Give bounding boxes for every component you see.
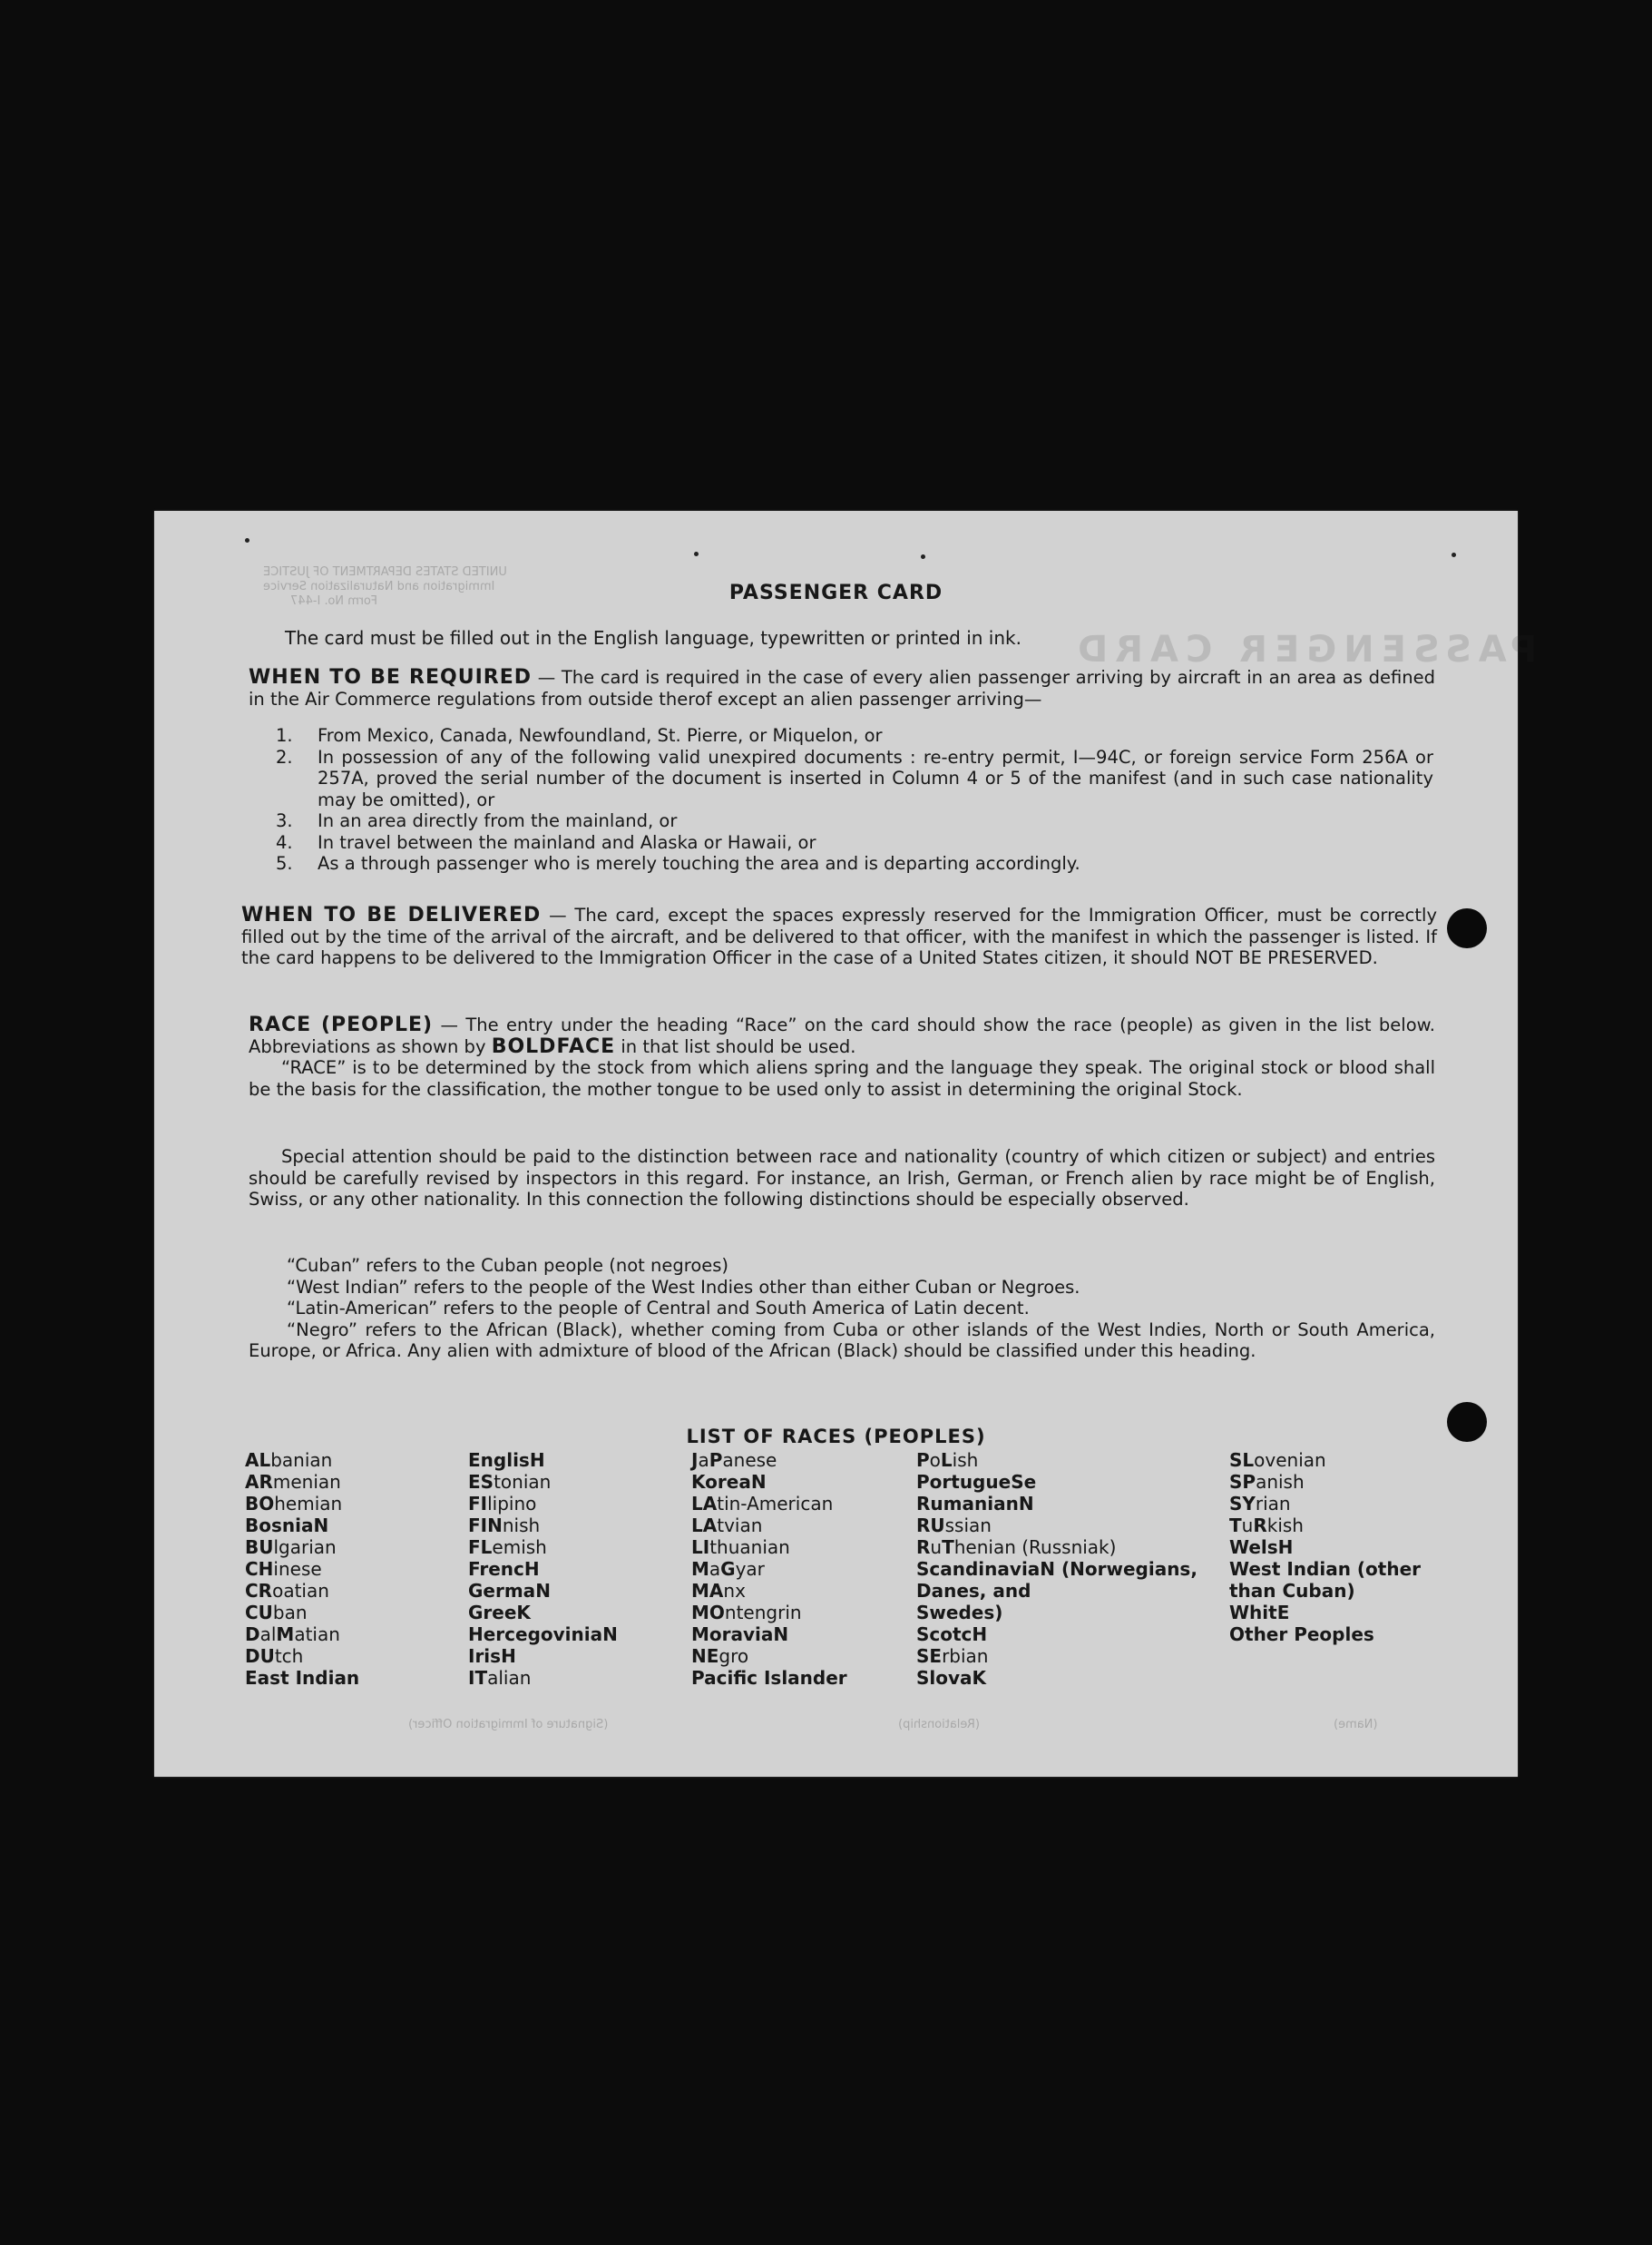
race-entry: PortugueSe <box>916 1471 1037 1493</box>
speck <box>245 538 249 543</box>
section-special-attention: Special attention should be paid to the distinction between race and nationality (country of which citizen or subject) and entries should be carefully revised by inspectors in this regard. For instance, an Irish, German, or French alien by race might be of English, Swiss, or any other nationality. In this connection the following distinctions should be especially observed. <box>249 1146 1435 1210</box>
race-entry: IrisH <box>468 1645 516 1667</box>
race-entry: JaPanese <box>691 1449 777 1471</box>
bleed-through-relationship: (Relationship) <box>898 1718 980 1731</box>
race-entry: BosniaN <box>245 1515 329 1536</box>
race-entry: MaGyar <box>691 1558 765 1580</box>
boldface-word: BOLDFACE <box>491 1034 616 1058</box>
races-column-1 <box>245 1449 359 1689</box>
race-entry: GreeK <box>468 1602 531 1623</box>
race-entry: East Indian <box>245 1667 360 1689</box>
passenger-card <box>154 511 1538 1777</box>
race-entry: MOntengrin <box>691 1602 802 1623</box>
race-entry: HercegoviniaN <box>468 1623 618 1645</box>
section-race: RACE (PEOPLE) — The entry under the heading “Race” on the card should show the race (people) as given in the list below. Abbreviations as shown by BOLDFACE in that list should be used. “RACE” is to be determined by the stock from which aliens spring and the language they speak. The original stock or blood shall be the basis for the classification, the mother tongue to be used only to assist in determining the original Stock. <box>249 1014 1436 1100</box>
race-entry: Swedes) <box>916 1602 1003 1623</box>
text-when-delivered: — The card, except the spaces expressly reserved for the Immigration Officer, must be correctly filled out by the time of the arrival of the aircraft, and be delivered to that officer, with the manifest in which the passenger is listed. If the card happens to be delivered to the Immigration Officer in the case of a United States citizen, it should NOT BE PRESERVED. <box>241 905 1437 968</box>
list-item: 2. In possession of any of the following valid unexpired documents : re-entry permit, I—94C, or foreign service Form 256A or 257A, proved the serial number of the document is inserted in Column 4 or 5 of the manifest (and in such case nationality may be omitted), or <box>276 746 1433 810</box>
race-entry: ARmenian <box>245 1471 341 1493</box>
section-when-delivered <box>241 905 1437 969</box>
races-list-title: LIST OF RACES (PEOPLES) <box>686 1426 986 1447</box>
races-column-5 <box>1229 1449 1421 1645</box>
race-entry: CUban <box>245 1602 308 1623</box>
race-entry: SlovaK <box>916 1667 987 1689</box>
race-entry: LAtin-American <box>691 1493 834 1515</box>
heading-when-required: WHEN TO BE REQUIRED <box>249 666 533 689</box>
race-entry: RumanianN <box>916 1493 1034 1515</box>
card-intro: The card must be filled out in the English language, typewritten or printed in ink. <box>285 627 1022 649</box>
race-entry: FrencH <box>468 1558 540 1580</box>
definitions <box>249 1255 1435 1362</box>
race-entry: than Cuban) <box>1229 1580 1355 1602</box>
race-entry: PoLish <box>916 1449 979 1471</box>
race-entry: DalMatian <box>245 1623 340 1645</box>
definition-negro: “Negro” refers to the African (Black), whether coming from Cuba or other islands of the West Indies, North or South America, Europe, or Africa. Any alien with admixture of blood of the African (Black) should be classified under this heading. <box>249 1319 1435 1361</box>
race-entry: MoraviaN <box>691 1623 789 1645</box>
speck <box>921 554 925 559</box>
race-entry: LIthuanian <box>691 1536 790 1558</box>
bleed-through-officer: (Signature of Immigration Officer) <box>408 1718 609 1731</box>
race-entry: SPanish <box>1229 1471 1305 1493</box>
race-entry: FLemish <box>468 1536 547 1558</box>
races-column-3 <box>691 1449 847 1689</box>
races-column-2 <box>468 1449 618 1689</box>
list-item: 4. In travel between the mainland and Alaska or Hawaii, or <box>276 831 816 853</box>
race-entry: WelsH <box>1229 1536 1294 1558</box>
bleed-through-dept: UNITED STATES DEPARTMENT OF JUSTICE <box>263 565 507 579</box>
race-entry: DUtch <box>245 1645 304 1667</box>
race-entry: West Indian (other <box>1229 1558 1421 1580</box>
race-entry: NEgro <box>691 1645 749 1667</box>
race-paragraph: “RACE” is to be determined by the stock from which aliens spring and the language they speak. The original stock or blood shall be the basis for the classification, the mother tongue to be used only to assist in determining the original Stock. <box>249 1057 1435 1100</box>
races-column-4 <box>916 1449 1197 1689</box>
definition-cuban: “Cuban” refers to the Cuban people (not negroes) <box>287 1255 729 1276</box>
heading-race: RACE (PEOPLE) <box>249 1014 434 1036</box>
race-entry: GermaN <box>468 1580 551 1602</box>
list-item: 5. As a through passenger who is merely touching the area and is departing accordingly. <box>276 853 1080 874</box>
race-entry: LAtvian <box>691 1515 763 1536</box>
race-entry: ScandinaviaN (Norwegians, <box>916 1558 1197 1580</box>
race-entry: Other Peoples <box>1229 1623 1374 1645</box>
definition-latin-american: “Latin-American” refers to the people of Central and South America of Latin decent. <box>287 1298 1030 1319</box>
race-entry: TuRkish <box>1229 1515 1304 1536</box>
race-entry: ITalian <box>468 1667 532 1689</box>
card-title: PASSENGER CARD <box>728 582 943 604</box>
required-exceptions-list <box>276 725 1433 875</box>
race-entry: SErbian <box>916 1645 989 1667</box>
race-entry: ALbanian <box>245 1449 333 1471</box>
heading-when-delivered: WHEN TO BE DELIVERED <box>241 904 542 926</box>
list-item: 3. In an area directly from the mainland, or <box>276 810 678 831</box>
race-entry: SLovenian <box>1229 1449 1326 1471</box>
race-entry: Danes, and <box>916 1580 1031 1602</box>
race-entry: KoreaN <box>691 1471 767 1493</box>
race-entry: FIlipino <box>468 1493 537 1515</box>
bleed-through-name: (Name) <box>1334 1718 1378 1731</box>
bleed-through-service: Immigration and Naturalization Service <box>263 580 495 593</box>
text-when-required: — The card is required in the case of every alien passenger arriving by aircraft in an area as defined in the Air Commerce regulations from outside therof except an alien passenger arriving— <box>249 667 1435 710</box>
race-entry: WhitE <box>1229 1602 1290 1623</box>
punch-hole <box>1447 908 1487 948</box>
race-entry: BUlgarian <box>245 1536 337 1558</box>
race-entry: ScotcH <box>916 1623 988 1645</box>
race-entry: FINnish <box>468 1515 541 1536</box>
race-entry: CHinese <box>245 1558 322 1580</box>
race-entry: RUssian <box>916 1515 992 1536</box>
section-when-required <box>249 667 1435 710</box>
bleed-through-form: Form No. I-447 <box>290 594 377 608</box>
list-item: 1. From Mexico, Canada, Newfoundland, St. Pierre, or Miquelon, or <box>276 725 883 746</box>
race-entry: CRoatian <box>245 1580 329 1602</box>
race-entry: Pacific Islander <box>691 1667 847 1689</box>
definition-west-indian: “West Indian” refers to the people of the West Indies other than either Cuban or Negroes. <box>287 1276 1080 1298</box>
speck <box>1452 553 1456 557</box>
race-entry: RuThenian (Russniak) <box>916 1536 1117 1558</box>
race-entry: EnglisH <box>468 1449 545 1471</box>
race-entry: EStonian <box>468 1471 552 1493</box>
race-entry: SYrian <box>1229 1493 1291 1515</box>
race-entry: MAnx <box>691 1580 746 1602</box>
race-entry: BOhemian <box>245 1493 343 1515</box>
speck <box>694 552 699 556</box>
bleed-through-title: PASSENGER CARD <box>1070 629 1538 671</box>
